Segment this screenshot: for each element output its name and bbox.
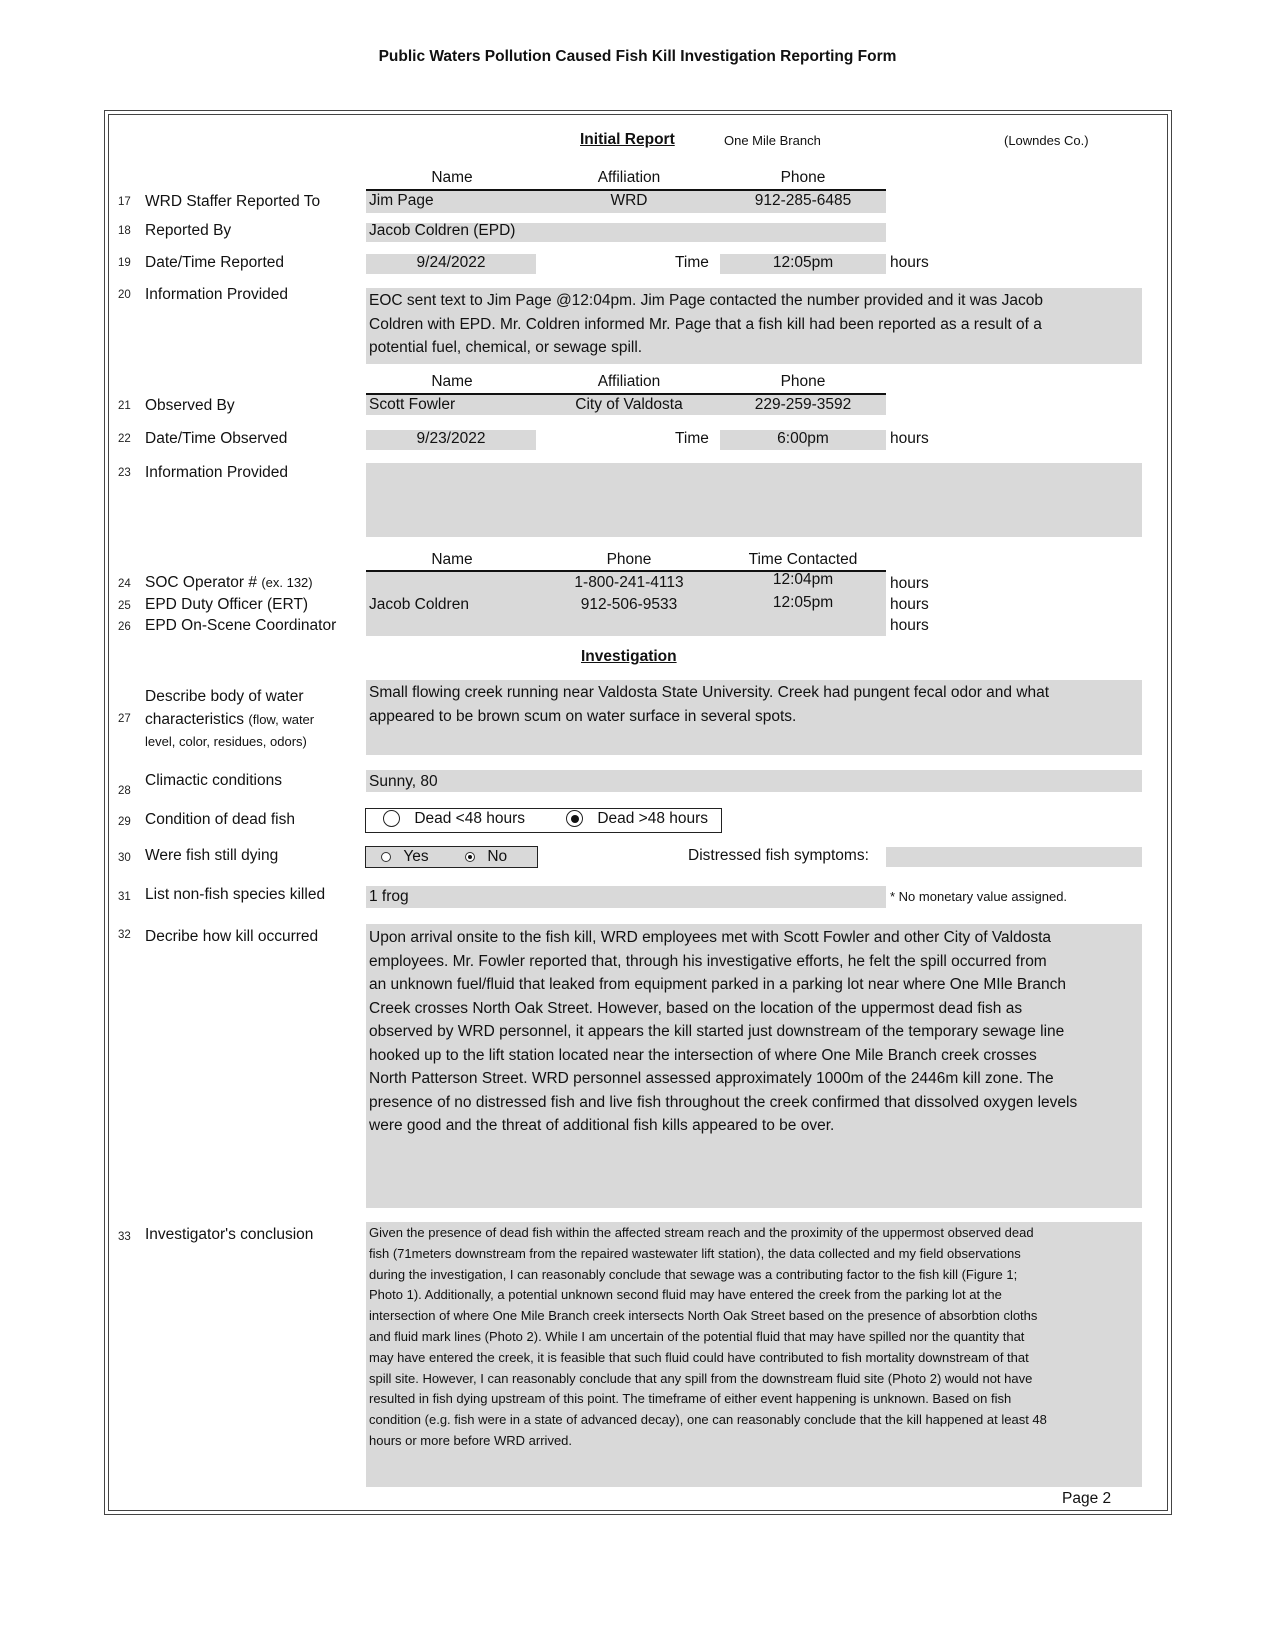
row-number: 28	[118, 785, 131, 797]
row-number: 22	[118, 433, 131, 445]
radio-unselected-icon	[381, 852, 391, 862]
distressed-symptoms-field[interactable]	[886, 847, 1142, 867]
page-number: Page 2	[1062, 1490, 1112, 1507]
time-reported-value: 12:05pm	[772, 254, 834, 271]
header-name: Name	[431, 373, 473, 390]
row-number: 24	[118, 578, 131, 590]
row-label: Condition of dead fish	[145, 811, 295, 828]
header-name: Name	[431, 169, 473, 186]
row-label: WRD Staffer Reported To	[145, 193, 321, 210]
radio-selected-icon	[465, 852, 475, 862]
document-title: Public Waters Pollution Caused Fish Kill Investigation Reporting Form	[378, 48, 897, 65]
still-dying-yes-option[interactable]: Yes	[381, 848, 429, 866]
hours-unit: hours	[890, 430, 929, 447]
row-number: 19	[118, 257, 131, 269]
row-label: Were fish still dying	[145, 847, 279, 864]
duty-officer-phone: 912-506-9533	[580, 596, 678, 613]
observer-name: Scott Fowler	[369, 396, 456, 413]
row-number: 18	[118, 225, 131, 237]
water-characteristics-text: Small flowing creek running near Valdosta State University. Creek had pungent fecal odor and what appeared to be brown scum on water surface in several spots.	[369, 684, 1050, 725]
info-provided-observed-field[interactable]	[366, 463, 1142, 537]
row-label: Decribe how kill occurred	[145, 928, 319, 945]
still-dying-no-option[interactable]: No	[465, 848, 507, 866]
row-label: Observed By	[145, 397, 235, 414]
row-number: 29	[118, 816, 131, 828]
header-phone: Phone	[780, 373, 826, 390]
soc-operator-time: 12:04pm	[772, 571, 834, 588]
row-number: 33	[118, 1231, 131, 1243]
row-label: Date/Time Reported	[145, 254, 284, 271]
county-name: (Lowndes Co.)	[1004, 133, 1089, 148]
header-phone: Phone	[780, 169, 826, 186]
staffer-affiliation: WRD	[610, 192, 648, 209]
duty-officer-name: Jacob Coldren	[369, 596, 469, 613]
row-label: Information Provided	[145, 464, 289, 481]
row-number: 27	[118, 713, 131, 725]
investigator-conclusion-text: Given the presence of dead fish within the affected stream reach and the proximity of the uppermost observed dead fish (71meters downstream from the repaired wastewater lift station), the data collected and my field observations during the investigation, I can reasonably conclude that sewage was a contributing factor to the fish kill (Figure 1; Photo 1). Additionally, a potential unknown second fluid may have entered the creek from the parking lot at the intersection of where One Mile Branch creek intersects North Oak Street based on the presence of absorbtion cloths and fluid mark lines (Photo 2). While I am uncertain of the potential fluid that may have spilled nor the quantity that may have entered the creek, it is feasible that such fluid could have contributed to fish mortality downstream of that spill site. However, I can reasonably conclude that any spill from the downstream fluid site (Photo 2) would not have resulted in fish dying upstream of this point. The timeframe of either event happening is unknown. Based on fish condition (e.g. fish were in a state of advanced decay), one can reasonably conclude that the kill happened at least 48 hours or more before WRD arrived.	[369, 1225, 1047, 1448]
row-number: 21	[118, 400, 131, 412]
climactic-conditions-value: Sunny, 80	[369, 773, 438, 790]
row-label: Information Provided	[145, 286, 289, 303]
row-label-line3: level, color, residues, odors)	[145, 734, 307, 749]
row-number: 25	[118, 600, 131, 612]
hours-unit: hours	[890, 596, 929, 613]
row-label: SOC Operator # (ex. 132)	[145, 574, 313, 591]
time-label: Time	[675, 254, 709, 271]
distressed-symptoms-label: Distressed fish symptoms:	[688, 847, 869, 864]
non-fish-species-field[interactable]	[366, 886, 886, 908]
row-number: 31	[118, 891, 131, 903]
non-fish-species-value: 1 frog	[369, 888, 409, 905]
row-number: 23	[118, 467, 131, 479]
investigation-heading: Investigation	[581, 648, 677, 665]
monetary-note: * No monetary value assigned.	[890, 889, 1068, 904]
date-reported-value: 9/24/2022	[416, 254, 486, 271]
waterbody-name: One Mile Branch	[724, 133, 821, 148]
row-label-line2: characteristics (flow, water	[145, 711, 315, 728]
row-label: Investigator's conclusion	[145, 1226, 314, 1243]
radio-unselected-icon	[383, 810, 400, 827]
row-number: 30	[118, 852, 131, 864]
header-name: Name	[431, 551, 473, 568]
radio-selected-icon	[566, 810, 583, 827]
row-label-line1: Describe body of water	[145, 688, 304, 705]
dead-less-48-option[interactable]: Dead <48 hours	[383, 810, 525, 828]
header-phone: Phone	[606, 551, 652, 568]
row-label: Date/Time Observed	[145, 430, 288, 447]
initial-report-heading: Initial Report	[580, 131, 675, 148]
dead-more-48-option[interactable]: Dead >48 hours	[566, 810, 708, 828]
time-label: Time	[675, 430, 709, 447]
row-number: 32	[118, 929, 131, 941]
observer-phone: 229-259-3592	[754, 396, 852, 413]
row-label: EPD Duty Officer (ERT)	[145, 596, 309, 613]
hours-unit: hours	[890, 575, 929, 592]
header-affiliation: Affiliation	[597, 169, 661, 186]
duty-officer-time: 12:05pm	[772, 594, 834, 611]
info-provided-reported-text: EOC sent text to Jim Page @12:04pm. Jim Page contacted the number provided and it was Jacob Coldren with EPD. Mr. Coldren informed Mr. Page that a fish kill had been reported as a result of a potential fuel, chemical, or sewage spill.	[369, 292, 1043, 356]
time-observed-value: 6:00pm	[777, 430, 829, 447]
date-observed-value: 9/23/2022	[416, 430, 486, 447]
soc-operator-phone: 1-800-241-4113	[574, 574, 684, 591]
row-number: 20	[118, 289, 131, 301]
staffer-phone: 912-285-6485	[754, 192, 852, 209]
observer-affiliation: City of Valdosta	[575, 396, 683, 413]
row-number: 26	[118, 621, 131, 633]
row-label: Climactic conditions	[145, 772, 282, 789]
reported-by-value: Jacob Coldren (EPD)	[369, 222, 516, 239]
header-affiliation: Affiliation	[597, 373, 661, 390]
staffer-name: Jim Page	[369, 192, 434, 209]
row-label: EPD On-Scene Coordinator	[145, 617, 337, 634]
climactic-conditions-field[interactable]	[366, 770, 1142, 792]
row-number: 17	[118, 196, 131, 208]
hours-unit: hours	[890, 254, 929, 271]
row-label: Reported By	[145, 222, 232, 239]
row-label: List non-fish species killed	[145, 886, 326, 903]
kill-description-text: Upon arrival onsite to the fish kill, WRD employees met with Scott Fowler and other City of Valdosta employees. Mr. Fowler reported that, through his investigative efforts, he felt the spill occurred from an unknown fuel/fluid that leaked from equipment parked in a parking lot near where One MIle Branch Creek crosses North Oak Street. However, based on the location of the uppermost dead fish as observed by WRD personnel, it appears the kill started just downstream of the temporary sewage line hooked up to the lift station located near the intersection of where One Mile Branch creek crosses North Patterson Street. WRD personnel assessed approximately 1000m of the 2446m kill zone. The presence of no distressed fish and live fish throughout the creek confirmed that dissolved oxygen levels were good and the threat of additional fish kills appeared to be over.	[369, 929, 1078, 1134]
hours-unit: hours	[890, 617, 929, 634]
header-time-contacted: Time Contacted	[748, 551, 858, 568]
